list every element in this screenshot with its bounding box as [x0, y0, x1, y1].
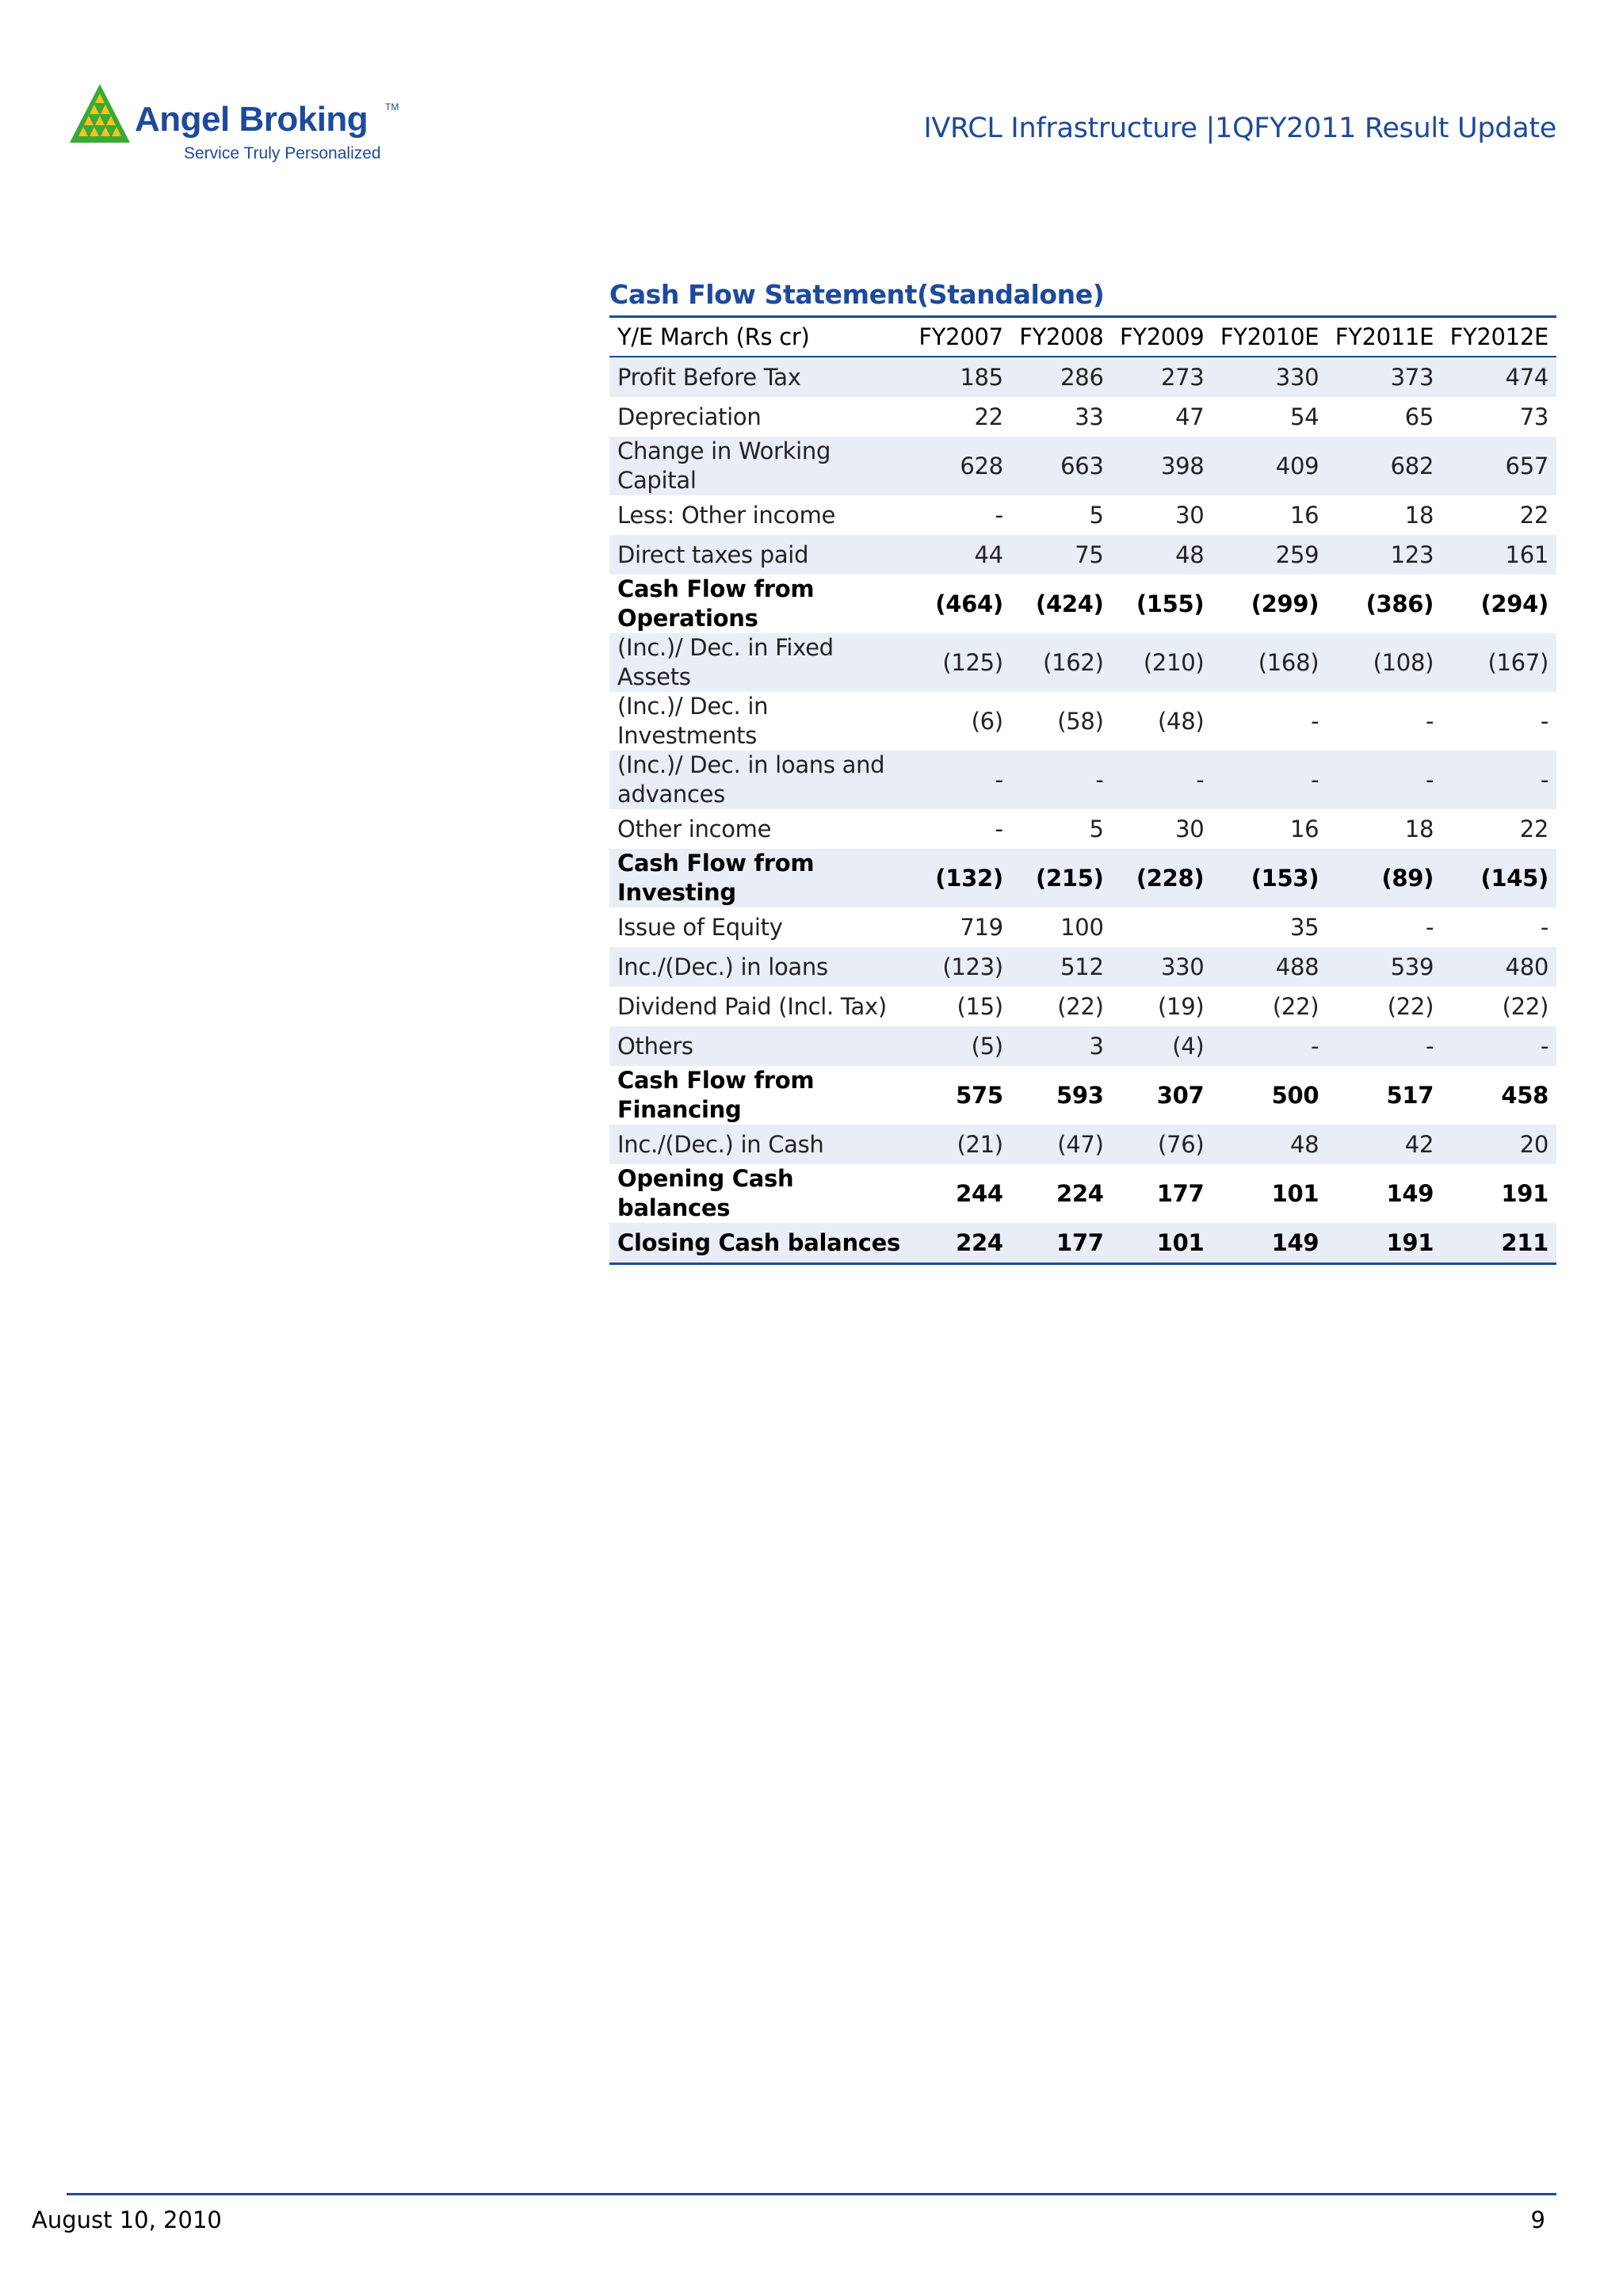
table-cell: 719 [960, 914, 1003, 941]
table-cell: 307 [1156, 1082, 1205, 1109]
table-cell: 191 [1327, 1223, 1442, 1264]
table-cell: 517 [1386, 1082, 1434, 1109]
table-cell: (155) [1136, 590, 1205, 617]
table-cell: 458 [1501, 1082, 1549, 1109]
row-label: Opening Cash balances [617, 1165, 794, 1221]
table-cell: 149 [1212, 1223, 1327, 1264]
table-row [609, 947, 1556, 987]
table-cell: 54 [1289, 403, 1319, 430]
table-cell: 273 [1112, 357, 1212, 397]
table-cell: - [995, 502, 1003, 529]
table-cell: 123 [1327, 535, 1442, 575]
table-cell: - [1442, 1026, 1556, 1066]
table-cell: - [1327, 1026, 1442, 1066]
row-label: Cash Flow from Investing [609, 849, 911, 907]
table-cell: 398 [1112, 437, 1212, 495]
table-cell: - [1112, 751, 1212, 809]
table-cell: 65 [1404, 403, 1434, 430]
column-header: Y/E March (Rs cr) [609, 317, 911, 357]
table-cell: 539 [1327, 947, 1442, 987]
table-cell: (89) [1327, 849, 1442, 907]
table-row [609, 1223, 1556, 1264]
table-cell: 149 [1386, 1180, 1434, 1207]
table-row [609, 809, 1556, 849]
column-header: FY2008 [1011, 317, 1112, 357]
table-cell: 330 [1112, 947, 1212, 987]
table-cell: (145) [1442, 849, 1556, 907]
table-cell: 330 [1212, 357, 1327, 397]
table-cell: (19) [1158, 993, 1205, 1020]
table-cell: 512 [1011, 947, 1112, 987]
table-cell: - [1011, 751, 1112, 809]
cash-flow-table [609, 315, 1556, 1265]
table-cell: 657 [1442, 437, 1556, 495]
table-row [609, 397, 1556, 437]
table-cell: (228) [1112, 849, 1212, 907]
table-cell: (132) [911, 849, 1011, 907]
table-cell: 18 [1404, 816, 1434, 842]
table-cell: 373 [1327, 357, 1442, 397]
table-cell: (22) [1502, 993, 1549, 1020]
table-cell: 161 [1442, 535, 1556, 575]
table-cell: (108) [1327, 633, 1442, 692]
table-cell: 286 [1011, 357, 1112, 397]
table-cell: 259 [1212, 535, 1327, 575]
table-cell: - [1212, 751, 1327, 809]
row-label: Cash Flow from Operations [617, 575, 815, 632]
angel-broking-logo [68, 82, 401, 170]
table-cell: - [911, 751, 1011, 809]
table-row [609, 1066, 1556, 1125]
pyramid-logo-icon [68, 82, 132, 146]
table-cell: - [1327, 751, 1442, 809]
table-cell: 22 [1519, 816, 1549, 842]
row-label: Direct taxes paid [609, 535, 911, 575]
table-cell: (215) [1011, 849, 1112, 907]
table-title: Cash Flow Statement(Standalone) [609, 279, 1105, 310]
column-header: FY2011E [1327, 317, 1442, 357]
table-row [609, 633, 1556, 692]
brand-trademark: TM [385, 101, 399, 113]
row-label: (Inc.)/ Dec. in Fixed Assets [609, 633, 911, 692]
column-header: FY2010E [1212, 317, 1327, 357]
table-row [609, 1026, 1556, 1066]
footer-divider [67, 2193, 1556, 2195]
table-cell: - [1442, 751, 1556, 809]
brand-tagline: Service Truly Personalized [184, 144, 381, 162]
table-cell: 211 [1442, 1223, 1556, 1264]
table-cell: (464) [935, 590, 1003, 617]
table-cell: (386) [1365, 590, 1434, 617]
table-cell: 22 [974, 403, 1003, 430]
table-cell: 30 [1175, 502, 1205, 529]
table-cell: 16 [1289, 816, 1319, 842]
table-row [609, 849, 1556, 907]
table-cell: 575 [956, 1082, 1003, 1109]
table-cell: (4) [1112, 1026, 1212, 1066]
table-row [609, 495, 1556, 535]
row-label: Cash Flow from Financing [617, 1067, 815, 1123]
table-cell: - [1425, 708, 1434, 735]
table-cell: - [1540, 914, 1549, 941]
table-row [609, 1125, 1556, 1164]
table-cell: 47 [1175, 403, 1205, 430]
table-cell: 75 [1011, 535, 1112, 575]
table-cell: (76) [1112, 1125, 1212, 1164]
row-label: Profit Before Tax [609, 357, 911, 397]
table-row [609, 987, 1556, 1026]
table-cell: (153) [1212, 849, 1327, 907]
table-cell: 48 [1112, 535, 1212, 575]
table-cell: 663 [1011, 437, 1112, 495]
table-cell [1112, 907, 1212, 947]
table-cell: (22) [1272, 993, 1319, 1020]
column-header: FY2007 [911, 317, 1011, 357]
table-cell: (22) [1387, 993, 1434, 1020]
page-number: 9 [1530, 2206, 1545, 2233]
row-label: Change in Working Capital [609, 437, 911, 495]
table-cell: 177 [1011, 1223, 1112, 1264]
table-cell: (294) [1480, 590, 1549, 617]
row-label: Others [609, 1026, 911, 1066]
row-label: Dividend Paid (Incl. Tax) [617, 992, 887, 1020]
table-cell: 488 [1212, 947, 1327, 987]
table-cell: (48) [1158, 708, 1205, 735]
table-cell: (15) [957, 993, 1003, 1020]
table-cell: - [1311, 708, 1319, 735]
table-cell: 244 [956, 1180, 1003, 1207]
table-row [609, 437, 1556, 495]
table-cell: 42 [1327, 1125, 1442, 1164]
row-label: Issue of Equity [617, 913, 783, 941]
table-cell: - [1540, 708, 1549, 735]
row-label: (Inc.)/ Dec. in Investments [617, 693, 769, 749]
table-cell: - [1212, 1026, 1327, 1066]
table-body [609, 357, 1556, 1264]
table-cell: 5 [1089, 816, 1104, 842]
table-cell: 224 [1056, 1180, 1104, 1207]
footer-date: August 10, 2010 [32, 2206, 222, 2233]
table-cell: (125) [911, 633, 1011, 692]
row-label: Other income [617, 815, 772, 842]
table-cell: 409 [1212, 437, 1327, 495]
table-cell: 101 [1271, 1180, 1319, 1207]
table-cell: 101 [1112, 1223, 1212, 1264]
table-cell: 18 [1404, 502, 1434, 529]
table-row [609, 907, 1556, 947]
table-cell: 224 [911, 1223, 1011, 1264]
table-cell: - [1425, 914, 1434, 941]
table-cell: 177 [1156, 1180, 1205, 1207]
table-header-row [609, 317, 1556, 357]
row-label: Less: Other income [617, 501, 836, 529]
row-label: Inc./(Dec.) in loans [609, 947, 911, 987]
table-cell: (424) [1036, 590, 1104, 617]
table-cell: 48 [1212, 1125, 1327, 1164]
table-cell: 185 [911, 357, 1011, 397]
table-cell: 35 [1289, 914, 1319, 941]
table-cell: 73 [1519, 403, 1549, 430]
table-row [609, 357, 1556, 397]
table-cell: (21) [911, 1125, 1011, 1164]
table-cell: (22) [1057, 993, 1104, 1020]
table-cell: 593 [1056, 1082, 1104, 1109]
table-cell: 44 [911, 535, 1011, 575]
report-title: IVRCL Infrastructure |1QFY2011 Result Update [923, 113, 1556, 144]
table-cell: (6) [971, 708, 1003, 735]
table-cell: (167) [1442, 633, 1556, 692]
column-header: FY2009 [1112, 317, 1212, 357]
row-label: Closing Cash balances [609, 1223, 911, 1264]
table-cell: 22 [1519, 502, 1549, 529]
table-cell: 3 [1011, 1026, 1112, 1066]
table-row [609, 1164, 1556, 1223]
table-cell: 682 [1327, 437, 1442, 495]
table-row [609, 575, 1556, 633]
table-row [609, 751, 1556, 809]
column-header: FY2012E [1442, 317, 1556, 357]
table-cell: (58) [1057, 708, 1104, 735]
row-label: Depreciation [617, 403, 762, 430]
table-row [609, 692, 1556, 751]
table-cell: (162) [1011, 633, 1112, 692]
table-cell: (168) [1212, 633, 1327, 692]
table-cell: 30 [1175, 816, 1205, 842]
brand-name: Angel Broking [135, 100, 369, 139]
table-cell: (47) [1011, 1125, 1112, 1164]
table-cell: (210) [1112, 633, 1212, 692]
table-cell: 628 [911, 437, 1011, 495]
table-cell: 33 [1075, 403, 1104, 430]
table-cell: - [995, 816, 1003, 842]
table-cell: (299) [1251, 590, 1319, 617]
table-cell: 16 [1289, 502, 1319, 529]
table-cell: (123) [911, 947, 1011, 987]
table-cell: 20 [1442, 1125, 1556, 1164]
table-cell: 480 [1442, 947, 1556, 987]
row-label: (Inc.)/ Dec. in loans and advances [609, 751, 911, 809]
table-cell: 474 [1442, 357, 1556, 397]
row-label: Inc./(Dec.) in Cash [609, 1125, 911, 1164]
table-cell: 100 [1060, 914, 1104, 941]
table-cell: 191 [1501, 1180, 1549, 1207]
table-cell: 5 [1089, 502, 1104, 529]
table-cell: (5) [911, 1026, 1011, 1066]
table-row [609, 535, 1556, 575]
table-cell: 500 [1271, 1082, 1319, 1109]
